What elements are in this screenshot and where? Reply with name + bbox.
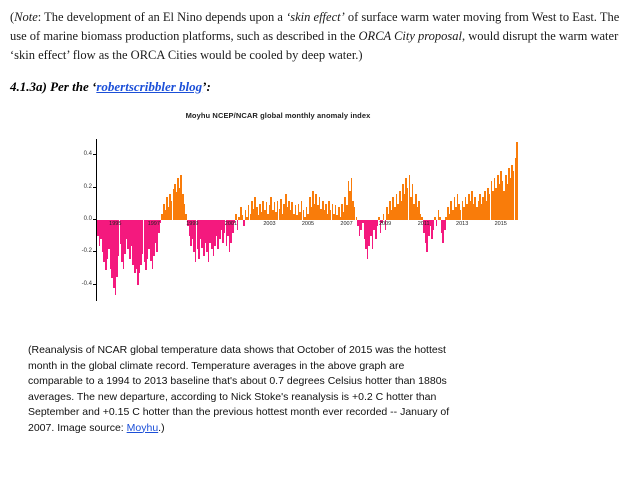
robertscribbler-blog-link[interactable]: robertscribbler blog: [96, 79, 203, 94]
figure-caption: [28, 343, 458, 436]
chart-bar: [516, 142, 518, 220]
x-tick-label: 2011: [417, 221, 430, 227]
note-text-1: : The development of an El Nino depends upon a: [37, 10, 287, 24]
moyhu-link[interactable]: Moyhu: [126, 421, 159, 434]
chart-bar: [444, 220, 446, 230]
y-tick-label: 0.2: [70, 184, 92, 190]
x-tick-label: 2009: [378, 221, 392, 227]
chart-title: Moyhu NCEP/NCAR global monthly anomaly index: [185, 111, 371, 120]
chart-bar: [376, 220, 378, 226]
note-prefix: (: [10, 10, 15, 24]
figure: [18, 103, 538, 436]
chart-bar: [185, 214, 187, 220]
section-number: 4.1.3a): [10, 79, 47, 94]
y-tick-label: -0.4: [70, 281, 92, 287]
x-tick-label: 2015: [494, 221, 507, 227]
quote-open: ‘: [91, 79, 97, 94]
note-text-2: of surface warm water moving from West to East. The use of marine biomass production platforms, such as described in the: [10, 10, 620, 43]
note-skin-effect: ‘skin effect’: [286, 10, 345, 24]
chart-bar: [436, 220, 438, 226]
x-tick-label: 1995: [109, 221, 122, 227]
x-tick-label: 2013: [456, 221, 469, 227]
y-tick-label: -0.2: [70, 248, 92, 254]
x-tick-label: 2007: [340, 221, 353, 227]
chart-bar: [433, 220, 435, 230]
quote-close: ’:: [202, 79, 211, 94]
x-tick-label: 2001: [224, 221, 238, 227]
note-paragraph: [10, 8, 625, 65]
x-tick-label: 1997: [147, 221, 160, 227]
anomaly-chart: [18, 103, 538, 333]
note-text-3: , would disrupt the warm water ‘skin effect’ flow as the ORCA Cities would be cooled by deep water.): [10, 29, 619, 62]
note-orca-proposal: ORCA City proposal: [358, 29, 463, 43]
bar-series: [97, 139, 520, 301]
note-label: Note: [14, 10, 38, 24]
y-tick-label: 0.4: [70, 151, 92, 157]
y-tick-label: 0.0: [70, 216, 92, 222]
chart-bar: [383, 214, 385, 220]
chart-bar: [235, 214, 237, 220]
x-tick-label: 2005: [301, 221, 315, 227]
x-tick-label: 2003: [263, 221, 276, 227]
chart-plot-area: [81, 139, 520, 301]
section-lead: Per the: [46, 79, 92, 94]
chart-bar: [243, 220, 245, 226]
section-heading: [10, 79, 625, 95]
caption-text-1: (Reanalysis of NCAR global temperature data shows that October of 2015 was the hottest month in the global climate record. Temperature averages in the above graph are comparable to a 1994 to 2013 baseline that's about 0.7 degrees Celsius hotter than 1880s averages. The new departure, according to Nick Stoke's reanalysis is +0.2 C hotter than September and +0.15 C hotter than the previous hottest month ever recorded -- January of 2007. Image source:: [28, 344, 450, 434]
x-tick-label: 1999: [186, 221, 199, 227]
caption-text-2: .): [158, 421, 165, 434]
